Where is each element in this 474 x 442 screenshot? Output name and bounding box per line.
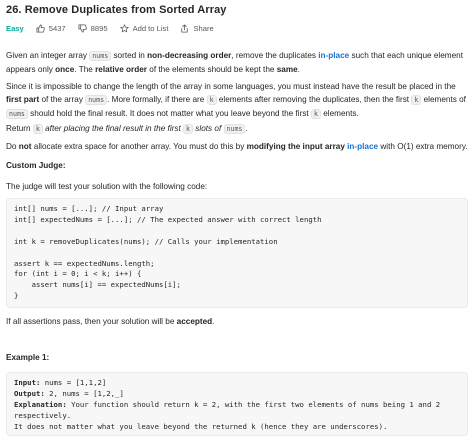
share-icon <box>180 24 189 33</box>
example-1-heading: Example 1: <box>6 353 50 362</box>
star-icon <box>120 24 129 33</box>
like-button[interactable] <box>36 22 66 35</box>
problem-meta-bar <box>6 22 226 34</box>
dislike-count: 8895 <box>90 23 108 33</box>
example-explanation-label: Explanation: <box>14 399 67 409</box>
example-output-value: 2, nums = [1,2,_] <box>44 388 124 398</box>
example-explanation-value: Your function should return k = 2, with the first two elements of nums being 1 and 2 respectively. It does not matter what you leave beyond the returned k (hence they are underscores). <box>14 399 441 431</box>
description-paragraph-3: Return k after placing the final result in the first k slots of nums . <box>6 124 248 133</box>
description-paragraph-2: Since it is impossible to change the length of the array in some languages, you must instead have the result be placed in the first part of the array nums . More formally, if there are k elements after removing the duplicates, then the first k elements of nums should hold the final result. It does not matter what you leave beyond the first k elements. <box>6 82 466 118</box>
example-input-value: nums = [1,1,2] <box>40 378 107 387</box>
difficulty-badge: Easy <box>6 23 24 33</box>
pass-text: If all assertions pass, then your solution will be accepted. <box>6 317 215 326</box>
dislike-button[interactable] <box>78 22 108 35</box>
judge-intro: The judge will test your solution with the following code: <box>6 182 208 191</box>
example-input-label: Input: <box>14 378 41 387</box>
problem-title: 26. Remove Duplicates from Sorted Array <box>6 4 227 16</box>
add-to-list-button[interactable] <box>120 22 169 35</box>
thumbs-down-icon <box>78 24 87 33</box>
example-output-label: Output: <box>14 388 45 398</box>
judge-code-block: int[] nums = [...]; // Input array int[] expectedNums = [...]; // The expected answer with correct length int k = removeDuplicates(nums); // Calls your implementation assert k == expectedNums.length; for (int i = 0; i < k; i++) { assert nums[i] == expectedNums[i]; } <box>6 198 468 308</box>
description-paragraph-4: Do not allocate extra space for another array. You must do this by modifying the input array in-place with O(1) extra memory. <box>6 142 468 151</box>
share-label: Share <box>193 23 214 33</box>
example-1-block <box>6 372 468 436</box>
share-button[interactable] <box>180 22 213 35</box>
description-paragraph-1: Given an integer array nums sorted in non-decreasing order, remove the duplicates in-place such that each unique element appears only once. The relative order of the elements should be kept the same. <box>6 51 463 74</box>
like-count: 5437 <box>48 23 66 33</box>
thumbs-up-icon <box>36 24 45 33</box>
add-to-list-label: Add to List <box>132 23 169 33</box>
custom-judge-heading: Custom Judge: <box>6 161 66 170</box>
